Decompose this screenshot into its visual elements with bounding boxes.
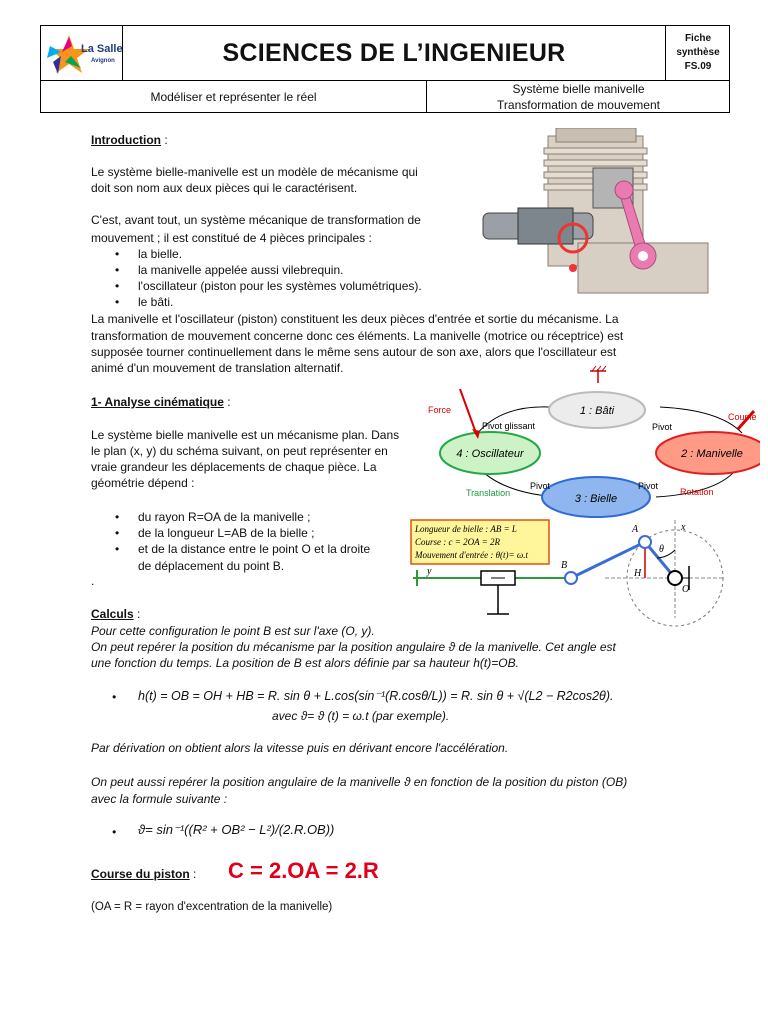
calculs-heading-text: Calculs xyxy=(91,607,134,621)
calculs-heading xyxy=(91,606,140,622)
intro-p3-l1: La manivelle et l'oscillateur (piston) constituent les deux pièces d'entrée et sortie du mécanisme. La xyxy=(91,312,619,326)
logo-text: La Salle xyxy=(81,43,123,55)
list-item: • le bâti. xyxy=(112,294,422,310)
label-pivot-b: Pivot xyxy=(530,481,551,491)
calculs-l4: Par dérivation on obtient alors la vitesse puis en dérivant encore l'accélération. xyxy=(91,741,509,755)
liaison-graph xyxy=(420,365,760,525)
label-pivot-c: Pivot xyxy=(638,481,659,491)
cinematique-l2: le plan (x, y) du schéma suivant, on peut représenter en xyxy=(91,444,388,458)
box-line3: Mouvement d'entrée : θ(t)= ω.t xyxy=(415,550,528,560)
list-item: • la manivelle appelée aussi vilebrequin. xyxy=(112,262,422,278)
intro-heading-suffix: : xyxy=(160,133,168,147)
course-label xyxy=(91,866,196,882)
node-bati-label: 1 : Bâti xyxy=(579,405,615,417)
point-o: O xyxy=(682,584,690,595)
node-manivelle-label: 2 : Manivelle xyxy=(681,448,743,460)
calculs-l3: une fonction du temps. La position de B est alors définie par sa hauteur h(t)=OB. xyxy=(91,656,519,670)
intro-heading xyxy=(91,132,168,148)
system-line2: Transformation de mouvement xyxy=(497,98,660,112)
label-force: Force xyxy=(428,405,452,415)
intro-p2-l1: C'est, avant tout, un système mécanique de transformation de xyxy=(91,213,421,227)
system-cell xyxy=(427,81,730,113)
list-item: • la bielle. xyxy=(112,246,422,262)
system-line1: Système bielle manivelle xyxy=(512,82,645,96)
course-label-text: Course du piston xyxy=(91,867,190,881)
page-title: SCIENCES DE L’INGENIEUR xyxy=(123,26,666,81)
intro-p3-l2: transformation de mouvement concerne donc ces éléments. La manivelle (motrice ou réceptrice) est xyxy=(91,329,624,343)
force-arrow-icon xyxy=(460,389,476,433)
list-item: • l'oscillateur (piston pour les systèmes volumétriques). xyxy=(112,278,422,294)
list-item: • du rayon R=OA de la manivelle ; xyxy=(112,509,370,525)
intro-p3-l3: supposée tourner continuellement dans le même sens autour de son axe, alors que l'oscillateur est xyxy=(91,345,617,359)
cinematique-l4: géométrie dépend : xyxy=(91,476,195,490)
cinematique-heading xyxy=(91,394,231,410)
cinematique-heading-suffix: : xyxy=(223,395,231,409)
calculs-heading-suffix: : xyxy=(133,607,141,621)
la-salle-logo xyxy=(41,26,123,81)
course-note: (OA = R = rayon d'excentration de la manivelle) xyxy=(91,901,333,913)
calculs-l6: avec la formule suivante : xyxy=(91,792,228,806)
mechanism-schema xyxy=(405,518,725,628)
calculs-l1: Pour cette configuration le point B est sur l'axe (O, y). xyxy=(91,624,375,638)
list-item: • de la longueur L=AB de la bielle ; xyxy=(112,525,370,541)
intro-p3-l4: animé d'un mouvement de translation alternatif. xyxy=(91,361,344,375)
header-table xyxy=(40,25,730,113)
point-a: A xyxy=(632,524,639,535)
stray-dot: . xyxy=(91,574,95,588)
axis-x: x xyxy=(681,522,686,533)
calculs-l5: On peut aussi repérer la position angulaire de la manivelle ϑ en fonction de la position du piston (OB) xyxy=(91,775,628,789)
node-bielle-label: 3 : Bielle xyxy=(574,493,618,505)
cinematique-heading-text: 1- Analyse cinématique xyxy=(91,395,224,409)
intro-p1-l2: doit son nom aux deux pièces qui le caractérisent. xyxy=(91,181,358,195)
module-cell: Modéliser et représenter le réel xyxy=(41,81,427,113)
formula2: ϑ= sin⁻¹((R² + OB² − L²)/(2.R.OB)) xyxy=(138,822,335,837)
box-line2: Course : c = 2OA = 2R xyxy=(415,537,500,547)
label-translation: Translation xyxy=(466,488,511,498)
formula1-bullet: • xyxy=(112,690,117,704)
point-b: B xyxy=(561,560,568,571)
intro-list xyxy=(112,246,422,310)
engine-illustration xyxy=(478,128,718,303)
node-oscillateur-label: 4 : Oscillateur xyxy=(456,448,524,460)
label-couple: Couple xyxy=(728,412,757,422)
cinematique-l3: vraie grandeur les déplacements de chaque pièce. La xyxy=(91,460,377,474)
fiche-code: FS.09 xyxy=(684,61,712,72)
point-h: H xyxy=(634,568,642,579)
angle-theta: θ xyxy=(659,544,664,555)
cinematique-l1: Le système bielle manivelle est un mécanisme plan. Dans xyxy=(91,428,400,442)
calculs-l2: On peut repérer la position du mécanisme par la position angulaire ϑ de la manivelle. Cet angle est xyxy=(91,640,616,654)
formula1: h(t) = OB = OH + HB = R. sin θ + L.cos(sin⁻¹(R.cosθ/L)) = R. sin θ + √(L2 − R2cos2θ). xyxy=(138,689,614,703)
logo-cell xyxy=(41,26,123,81)
course-formula: C = 2.OA = 2.R xyxy=(228,858,379,883)
label-pivot-glissant: Pivot glissant xyxy=(482,421,536,431)
formula2-bullet: • xyxy=(112,825,117,839)
logo-sub: Avignon xyxy=(91,58,115,64)
axis-y: y xyxy=(427,566,432,577)
label-pivot-a: Pivot xyxy=(652,422,673,432)
intro-heading-text: Introduction xyxy=(91,133,161,147)
formula1-avec: avec ϑ= ϑ (t) = ω.t (par exemple). xyxy=(272,709,450,723)
intro-p2-l2: mouvement ; il est constitué de 4 pièces principales : xyxy=(91,231,372,245)
list-item: • et de la distance entre le point O et la droite xyxy=(112,541,370,557)
cinematique-list xyxy=(112,509,370,557)
cinematique-item3-cont: de déplacement du point B. xyxy=(138,559,285,573)
intro-p1-l1: Le système bielle-manivelle est un modèle de mécanisme qui xyxy=(91,165,418,179)
box-line1: Longueur de bielle : AB = L xyxy=(415,524,517,534)
fiche-label: Fiche synthèse xyxy=(676,33,720,58)
course-label-suffix: : xyxy=(189,867,197,881)
fiche-cell xyxy=(666,26,730,81)
label-rotation: Rotation xyxy=(680,487,714,497)
